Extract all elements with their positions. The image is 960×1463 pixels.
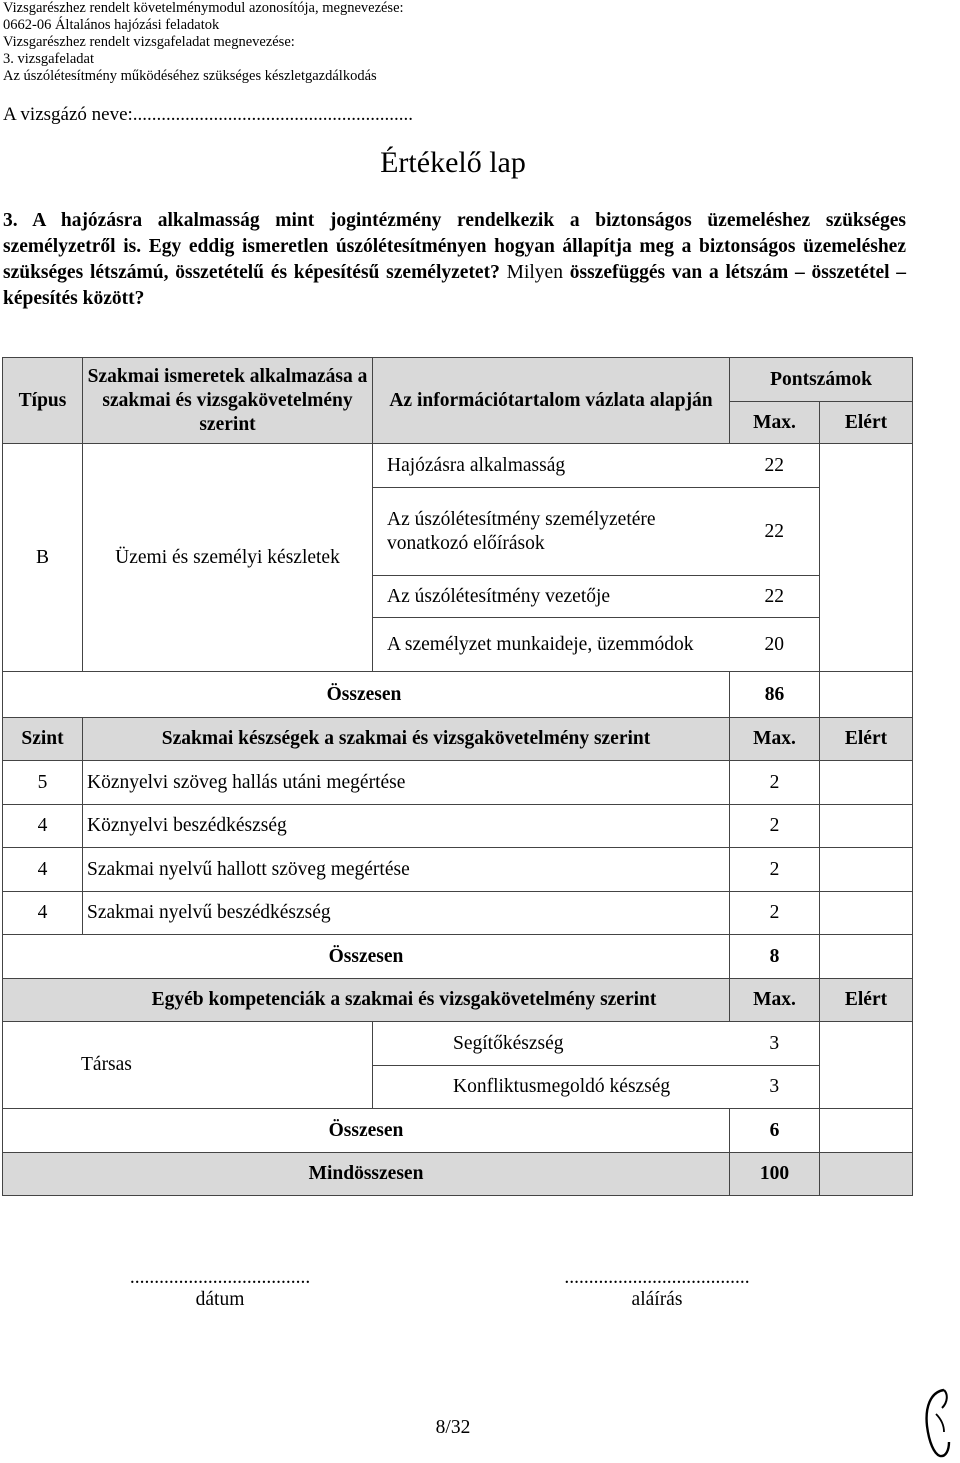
page-number: 8/32: [435, 1417, 471, 1438]
header-pontszamok: Pontszámok: [730, 358, 913, 402]
total-elert-cell[interactable]: [820, 672, 913, 718]
grand-total-row: [3, 1153, 913, 1196]
table-row: [3, 805, 913, 848]
exam-question: [3, 208, 906, 312]
elert-cell[interactable]: [820, 761, 913, 805]
header-line-task-name: Az úszólétesítmény működéséhez szükséges készletgazdálkodás: [3, 68, 377, 84]
table-row: [3, 761, 913, 805]
header-elert: Elért: [820, 402, 913, 444]
section3-total-row: [3, 1109, 913, 1153]
total-max: 6: [730, 1109, 820, 1153]
table-row: [3, 892, 913, 935]
item-max: 20: [730, 618, 820, 672]
page-title: Értékelő lap: [380, 146, 526, 179]
item-max: 22: [730, 488, 820, 576]
date-signature-block: [88, 1267, 352, 1311]
header-elert: Elért: [820, 718, 913, 761]
section2-total-row: [3, 935, 913, 979]
skill-max: 2: [730, 892, 820, 935]
item-label: A személyzet munkaideje, üzemmódok: [373, 618, 730, 672]
total-max: 8: [730, 935, 820, 979]
evaluation-table: [2, 357, 913, 1196]
grand-total-max: 100: [730, 1153, 820, 1196]
header-skills: Szakmai készségek a szakmai és vizsgakövetelmény szerint: [83, 718, 730, 761]
section1-total-row: [3, 672, 913, 718]
skill-level: 4: [3, 892, 83, 935]
header-line-module: 0662-06 Általános hajózási feladatok: [3, 17, 220, 33]
header-max: Max.: [730, 402, 820, 444]
header-line-task-label: Vizsgarészhez rendelt vizsgafeladat megnevezése:: [3, 34, 295, 50]
header-szint: Szint: [3, 718, 83, 761]
document-header: [3, 0, 404, 85]
elert-cell[interactable]: [820, 1022, 913, 1109]
skill-label: Szakmai nyelvű beszédkészség: [83, 892, 730, 935]
question-bold-text: 3. A hajózásra alkalmasság mint jogintézmény rendelkezik a biztonságos üzemeléshez szükséges személyzetről is. Egy eddig ismeretlen úszólétesítményen hogyan állapítja meg a biztonságos üzemeléshez szükséges létszámú, összetételű és képesítésű személyzetet?: [3, 210, 906, 283]
skill-label: Köznyelvi beszédkészség: [83, 805, 730, 848]
elert-cell[interactable]: [820, 892, 913, 935]
date-dots[interactable]: .....................................: [129, 1267, 311, 1288]
skill-label: Köznyelvi szöveg hallás utáni megértése: [83, 761, 730, 805]
header-competencies: Egyéb kompetenciák a szakmai és vizsgakövetelmény szerint: [3, 979, 730, 1022]
total-label: Összesen: [3, 672, 730, 718]
header-szakmai: Szakmai ismeretek alkalmazása a szakmai és vizsgakövetelmény szerint: [83, 358, 373, 444]
candidate-name-field[interactable]: A vizsgázó neve:...........................................................: [3, 104, 414, 125]
table-row: [3, 1022, 913, 1066]
signature-dots[interactable]: ......................................: [564, 1267, 750, 1288]
header-max: Max.: [730, 718, 820, 761]
total-label: Összesen: [3, 1109, 730, 1153]
signature-block: [525, 1267, 789, 1311]
grand-total-elert-cell[interactable]: [820, 1153, 913, 1196]
elert-cell[interactable]: [820, 805, 913, 848]
item-label: Az úszólétesítmény vezetője: [373, 576, 730, 618]
skill-max: 2: [730, 761, 820, 805]
section-type: B: [3, 444, 83, 672]
competency-label: Segítőkészség: [373, 1022, 730, 1066]
skill-level: 5: [3, 761, 83, 805]
total-max: 86: [730, 672, 820, 718]
header-elert: Elért: [820, 979, 913, 1022]
table-row: [3, 848, 913, 892]
date-label: dátum: [195, 1289, 245, 1310]
table-row: [3, 444, 913, 488]
skill-level: 4: [3, 848, 83, 892]
total-elert-cell[interactable]: [820, 1109, 913, 1153]
item-label: Az úszólétesítmény személyzetére vonatkozó előírások: [373, 488, 730, 576]
header-line-module-label: Vizsgarészhez rendelt követelménymodul azonosítója, megnevezése:: [3, 0, 404, 16]
header-max: Max.: [730, 979, 820, 1022]
header-tipus: Típus: [3, 358, 83, 444]
skill-max: 2: [730, 805, 820, 848]
grand-total-label: Mindösszesen: [3, 1153, 730, 1196]
question-normal-text: Milyen: [506, 262, 563, 283]
question-bold-tail: összefüggés van a létszám – összetétel – képesítés között?: [3, 262, 907, 309]
skill-label: Szakmai nyelvű hallott szöveg megértése: [83, 848, 730, 892]
item-max: 22: [730, 444, 820, 488]
item-max: 22: [730, 576, 820, 618]
item-label: Hajózásra alkalmasság: [373, 444, 730, 488]
publisher-logo-icon: [922, 1384, 956, 1460]
skill-level: 4: [3, 805, 83, 848]
header-line-task-number: 3. vizsgafeladat: [3, 51, 94, 67]
skill-max: 2: [730, 848, 820, 892]
header-info: Az információtartalom vázlata alapján: [373, 358, 730, 444]
signature-label: aláírás: [631, 1289, 683, 1310]
total-elert-cell[interactable]: [820, 935, 913, 979]
competency-max: 3: [730, 1066, 820, 1109]
competency-group: Társas: [3, 1022, 373, 1109]
competency-max: 3: [730, 1022, 820, 1066]
elert-cell[interactable]: [820, 444, 913, 672]
section-topic: Üzemi és személyi készletek: [83, 444, 373, 672]
total-label: Összesen: [3, 935, 730, 979]
competency-label: Konfliktusmegoldó készség: [373, 1066, 730, 1109]
elert-cell[interactable]: [820, 848, 913, 892]
